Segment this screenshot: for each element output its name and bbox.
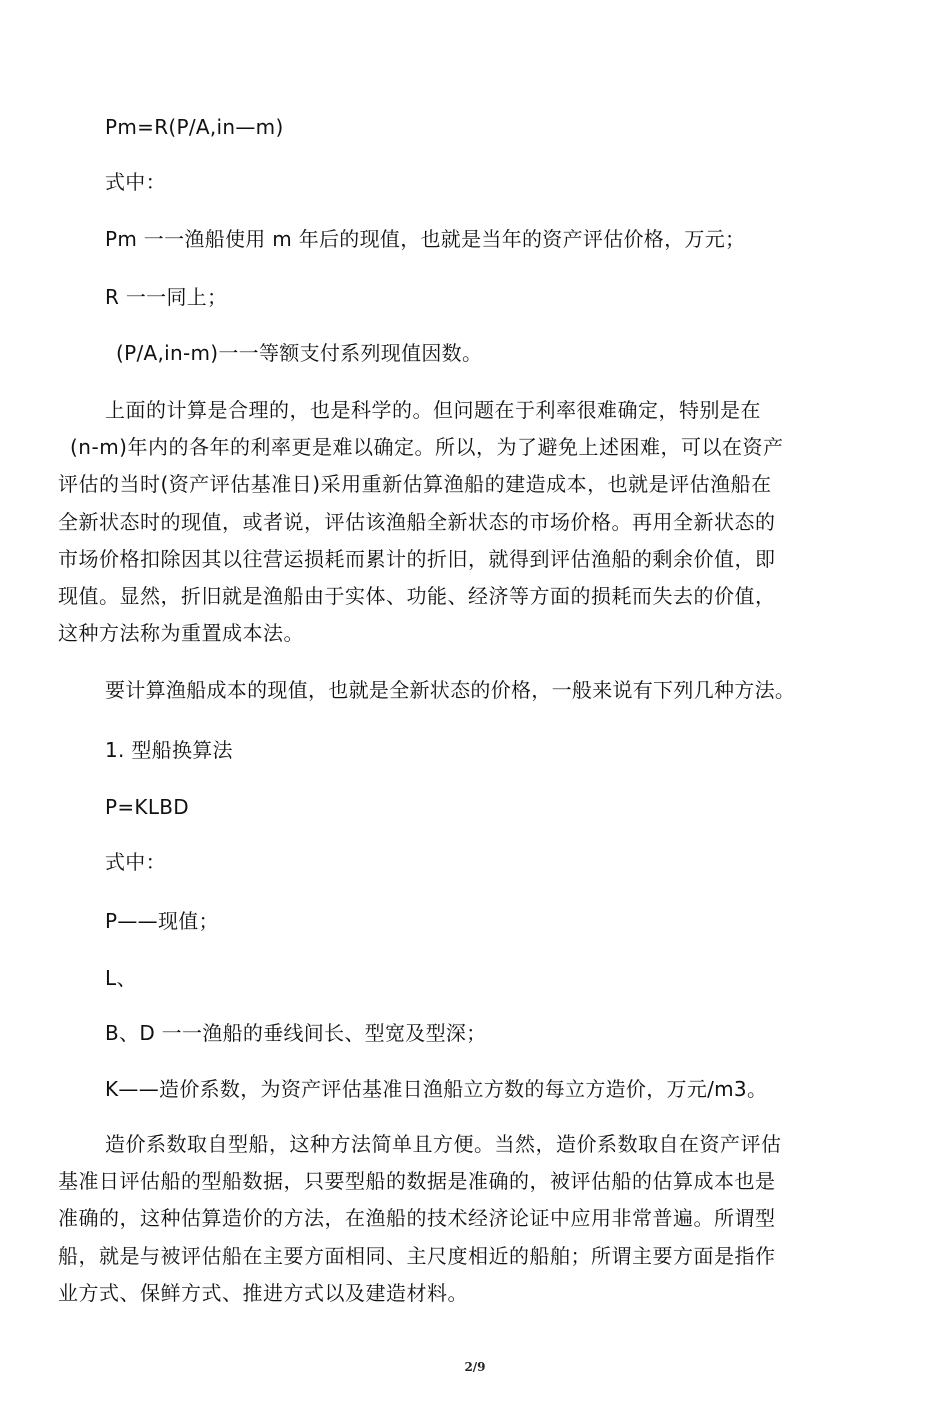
paragraph-line: 上面的计算是合理的，也是科学的。但问题在于利率很难确定，特别是在 — [105, 398, 761, 422]
definition-p: P——现值； — [105, 909, 219, 933]
definition-bd: B、D 一一渔船的垂线间长、型宽及型深； — [105, 1021, 487, 1045]
formula-pm: Pm=R(P/A,in—m) — [105, 115, 284, 139]
definition-pm: Pm 一一渔船使用 m 年后的现值，也就是当年的资产评估价格，万元； — [105, 227, 746, 251]
formula-p: P=KLBD — [105, 795, 189, 819]
paragraph-line: 评估的当时(资产评估基准日)采用重新估算渔船的建造成本，也就是评估渔船在 — [58, 472, 772, 497]
paragraph-line: 准确的，这种估算造价的方法，在渔船的技术经济论证中应用非常普遍。所谓型 — [58, 1206, 776, 1231]
definition-k: K——造价系数，为资产评估基准日渔船立方数的每立方造价，万元/m3。 — [105, 1077, 768, 1101]
definition-pa: (P/A,in-m)一一等额支付系列现值因数。 — [116, 341, 483, 365]
paragraph-line: 船，就是与被评估船在主要方面相同、主尺度相近的船舶；所谓主要方面是指作 — [58, 1243, 776, 1268]
method-heading-1: 1. 型船换算法 — [105, 738, 233, 762]
paragraph-line: 现值。显然，折旧就是渔船由于实体、功能、经济等方面的损耗而失去的价值， — [58, 584, 776, 609]
paragraph-line: 造价系数取自型船，这种方法简单且方便。当然，造价系数取自在资产评估 — [105, 1132, 782, 1156]
paragraph-methods-intro: 要计算渔船成本的现值，也就是全新状态的价格，一般来说有下列几种方法。 — [105, 678, 796, 702]
where-label-1: 式中： — [105, 170, 166, 194]
definition-l: L、 — [105, 966, 137, 990]
paragraph-line: 业方式、保鲜方式、推进方式以及建造材料。 — [58, 1280, 468, 1305]
page-number: 2/9 — [464, 1360, 486, 1374]
paragraph-line: 基准日评估船的型船数据，只要型船的数据是准确的，被评估船的估算成本也是 — [58, 1169, 776, 1194]
definition-r: R 一一同上； — [105, 285, 228, 309]
paragraph-type-ship — [58, 1126, 873, 1312]
paragraph-line: 市场价格扣除因其以往营运损耗而累计的折旧，就得到评估渔船的剩余价值，即 — [58, 546, 776, 571]
paragraph-line: (n-m)年内的各年的利率更是难以确定。所以，为了避免上述困难，可以在资产 — [70, 435, 784, 460]
paragraph-line: 这种方法称为重置成本法。 — [58, 621, 304, 646]
paragraph-line: 全新状态时的现值，或者说，评估该渔船全新状态的市场价格。再用全新状态的 — [58, 509, 776, 534]
where-label-2: 式中： — [105, 850, 166, 874]
paragraph-replacement-cost — [58, 392, 873, 652]
